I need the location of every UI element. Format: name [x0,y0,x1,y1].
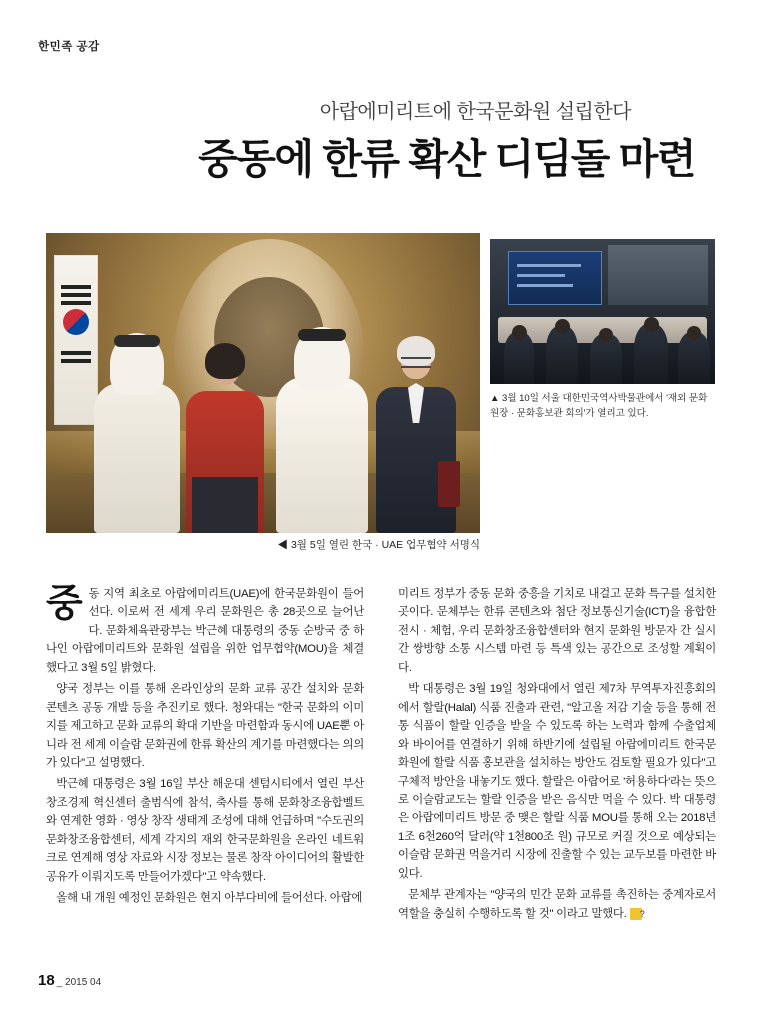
back-wall [608,245,708,305]
paragraph [398,886,716,923]
paragraph [46,775,364,886]
attendee-head [512,325,527,340]
body-column-left [46,585,364,910]
side-photo-caption: ▲ 3월 10일 서울 대한민국역사박물관에서 '재외 문화원장 · 문화홍보관 회의'가 열리고 있다. [490,393,708,419]
dropcap: 중 [46,583,83,625]
attendee [546,326,578,384]
glasses-icon [401,357,431,368]
taeguk-icon [63,309,89,335]
flag-bar [61,351,91,355]
person-minister [376,341,456,533]
flag-bar [61,285,91,289]
paragraph-text: 미리트 정부가 중동 문화 중흥을 기치로 내걸고 문화 특구를 설치한 곳이다. 문체부는 한류 콘텐츠와 첨단 정보통신기술(ICT)을 융합한 전시 · 체험, 우리 문화창조융합센터와 현지 문화원 방문자 간 실시간 쌍방향 소통 시스템 마련 등 특색 있는 공간으로 조성할 계획이다. [398,588,716,674]
hair [205,343,245,379]
robe [276,377,368,533]
issue-date: _ 2015 04 [56,977,102,988]
paragraph-text: 문체부 관계자는 "양국의 민간 문화 교류를 촉진하는 중계자로서 역할을 충실히 수행하도록 할 것" 이라고 말했다. [398,889,716,920]
person-president [186,347,264,533]
paragraph-text: 박 대통령은 3월 19일 청와대에서 열린 제7차 무역투자진흥회의에서 할랄(Halal) 식품 진출과 관련, "알고올 저감 기술 등을 통해 전통 식품이 할랄 인증을 받을 수 있도록 하는 노력과 함께 수출업체와 바이어를 연결하기 위해 하반기에 설립될 아랍에미리트 한국문화원에 할랄 식품 홍보관을 설치하는 방안도 검토할 필요가 있다"고 구체적 방안을 내놓기도 했다. 할랄은 아랍어로 '허용하다'라는 뜻으로 이슬람교도는 할랄 인증을 받은 음식만 먹을 수 있다. 박 대통령은 아랍에미리트 방문 중 맺은 할랄 식품 MOU를 통해 오는 2018년 1조 6천260억 달러(약 1천800조 원) 규모로 커질 것으로 예상되는 이슬람 문화권 먹을거리 시장에 진출할 수 있는 교두보를 마련한 바 있다. [398,683,716,880]
flag-bar [61,301,91,305]
folio [38,972,101,989]
skirt [192,477,258,533]
paragraph [398,680,716,883]
paragraph-text: 박근혜 대통령은 3월 16일 부산 해운대 센텀시티에서 열린 부산창조경제 혁신센터 출범식에 참석, 축사를 통해 문화창조융합벨트와 연계한 영화 · 영상 창작 생태계 조성에 대해 언급하며 "수도권의 문화창조융합센터, 세계 각지의 재외 한국문화원을 온라인 네트워크로 연계해 영상 자료와 시장 정보는 물론 창작 아이디어의 활발한 공유가 이뤄지도록 만들어가겠다"고 약속했다. [46,778,364,883]
screen-line [517,274,565,277]
attendee-head [687,326,701,340]
main-photo-caption: ◀ 3월 5일 열린 한국 · UAE 업무협약 서명식 [277,539,480,551]
korea-flag-icon [54,255,98,425]
presentation-screen [508,251,602,305]
main-photo [46,233,480,533]
person-uae-official-right [276,333,368,533]
paragraph-text: 동 지역 최초로 아랍에미리트(UAE)에 한국문화원이 들어선다. 이로써 전 세계 우리 문화원은 총 28곳으로 늘어난다. 문화체육관광부는 박근혜 대통령의 중동 순방국 중 하나인 아랍에미리트와 문화원 설립을 위한 업무협약(MOU)을 체결했다고 3월 5일 밝혔다. [46,588,364,674]
flag-bar [61,359,91,363]
paragraph-text: 양국 정부는 이를 통해 온라인상의 문화 교류 공간 설치와 문화 콘텐츠 공동 개발 등을 추진키로 했다. 청와대는 "한국 문화의 이미지를 제고하고 문화 교류의 확대 기반을 마련함과 동시에 UAE뿐 아니라 전 세계 이슬람 문화권에 한류 확산의 계기를 마련했다는 의의가 있다"고 설명했다. [46,683,364,770]
screen-line [517,264,581,267]
attendee-head [555,319,570,334]
agal-cord [114,335,160,347]
document-folder [438,461,460,507]
paragraph [46,680,364,772]
body-column-right [398,585,716,926]
flag-bar [61,293,91,297]
attendee-head [644,317,659,332]
person-uae-official-left [94,339,180,533]
agal-cord [298,329,346,341]
page-number: 18 [38,972,55,989]
attendee-head [599,328,613,342]
page-title: 중동에 한류 확산 디딤돌 마련 [198,136,695,182]
paragraph-text: 올해 내 개원 예정인 문화원은 현지 아부다비에 들어선다. 아랍에 [56,892,363,905]
article-kicker: 아랍에미리트에 한국문화원 설립한다 [319,101,631,123]
end-mark-icon: ? [630,908,642,920]
paragraph [46,889,364,907]
paragraph [398,585,716,677]
screen-line [517,284,573,287]
running-head: 한민족 공감 [38,41,100,53]
robe [94,383,180,533]
attendee [634,324,668,384]
paragraph [46,585,364,677]
side-photo [490,239,715,384]
